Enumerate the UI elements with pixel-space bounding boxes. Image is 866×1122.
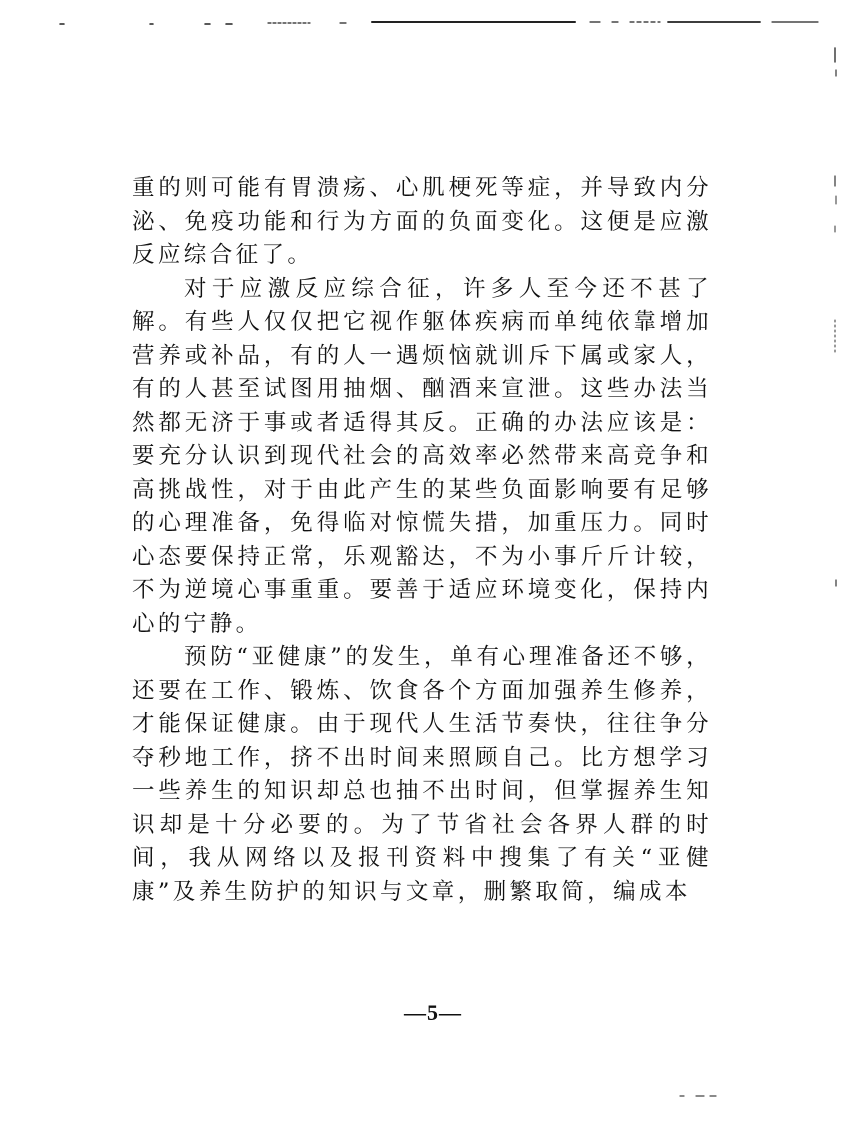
paragraph-stress-syndrome: 对于应激反应综合征，许多人至今还不甚了解。有些人仅仅把它视作躯体疾病而单纯依靠增加营养或补品，有的人一遇烦恼就训斥下属或家人，有的人甚至试图用抽烟、酗酒来宣泄。这些办法当然都无济于事或者适得其反。正确的办法应该是：要充分认识到现代社会的高效率必然带来高竞争和高挑战性，对于由此产生的某些负面影响要有足够的心理准备，免得临对惊慌失措，加重压力。同时心态要保持正常，乐观豁达，不为小事斤斤计较，不为逆境心事重重。要善于适应环境变化，保持内心的宁静。	[132, 275, 712, 637]
paragraph-continuation: 重的则可能有胃溃疡、心肌梗死等症，并导致内分泌、免疫功能和行为方面的负面变化。这便是应激反应综合征了。	[132, 175, 712, 268]
paragraph-prevention: 预防“亚健康”的发生，单有心理准备还不够，还要在工作、锻炼、饮食各个方面加强养生修养，才能保证健康。由于现代人生活节奏快，往往争分夺秒地工作，挤不出时间来照顾自己。比方想学习一些养生的知识却总也抽不出时间，但掌握养生知识却是十分必要的。为了节省社会各界人群的时间，我从网络以及报刊资料中搜集了有关“亚健康”及养生防护的知识与文章，删繁取简，编成本	[132, 644, 712, 905]
page-number: —5—	[404, 1000, 462, 1025]
scan-artifact-right-edge	[820, 0, 866, 1122]
scan-artifact-top-edge	[0, 0, 866, 40]
page-body-text	[132, 172, 712, 909]
scan-artifact-bottom-edge	[0, 1080, 866, 1122]
